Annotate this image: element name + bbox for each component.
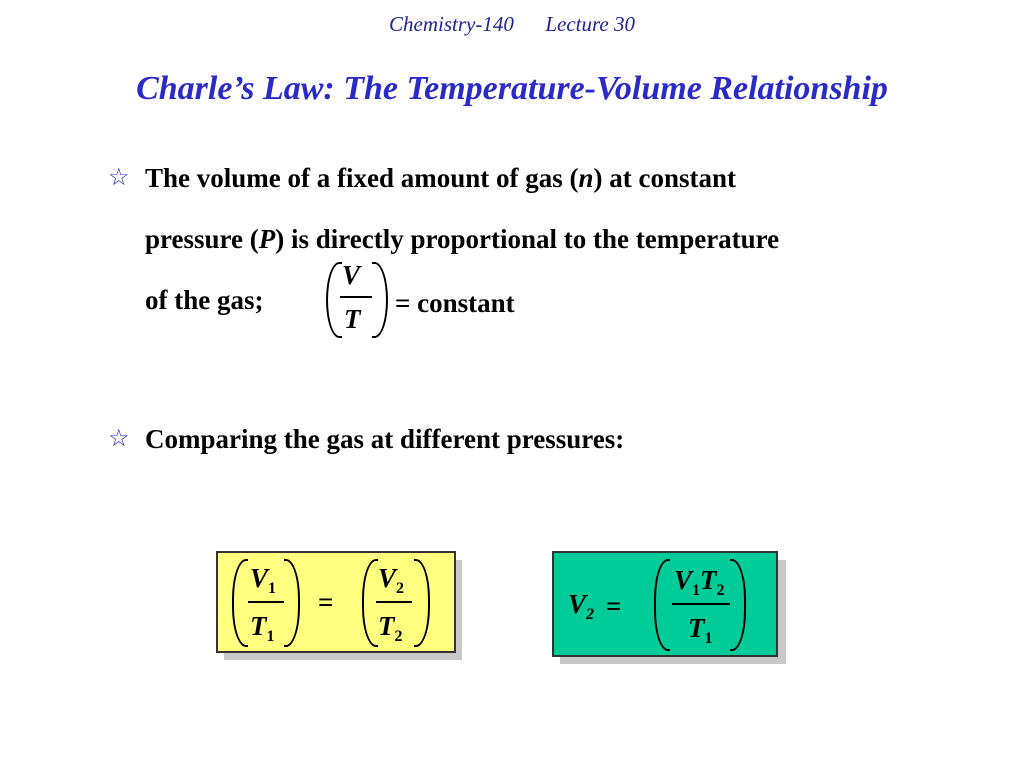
v1-t2: $V_1T_2$ bbox=[674, 565, 725, 599]
star-outline-icon: ☆ bbox=[108, 426, 130, 452]
lecture-number: Lecture 30 bbox=[545, 12, 635, 36]
fraction-bar bbox=[248, 601, 284, 603]
bullet-1-line-2: pressure (P) is directly proportional to the temperature bbox=[145, 224, 780, 254]
slide-title: Charle’s Law: The Temperature-Volume Relationship bbox=[136, 70, 888, 107]
equation-box-right bbox=[552, 551, 778, 657]
bullet-2: Comparing the gas at different pressures: bbox=[145, 424, 625, 454]
left-paren bbox=[362, 559, 378, 647]
left-paren bbox=[326, 262, 342, 338]
equals-sign: = bbox=[606, 591, 622, 621]
fraction-bar bbox=[376, 601, 412, 603]
t2: $T_2$ bbox=[378, 611, 403, 645]
right-paren bbox=[372, 262, 388, 338]
t1: $T_1$ bbox=[688, 613, 713, 647]
fraction-denominator: T bbox=[344, 304, 361, 334]
right-paren bbox=[284, 559, 300, 647]
slide-header bbox=[0, 12, 1024, 37]
bullet-1-line-1: The volume of a fixed amount of gas (n) at constant bbox=[145, 163, 737, 193]
t1: $T_1$ bbox=[250, 611, 275, 645]
bullet-1-line-3: of the gas; bbox=[145, 285, 264, 315]
equation-box-left bbox=[216, 551, 456, 653]
right-paren bbox=[730, 559, 746, 651]
fraction-bar bbox=[672, 603, 730, 605]
v2-lhs: $V_2$ bbox=[568, 589, 595, 623]
v2: $V_2$ bbox=[378, 563, 405, 597]
equals-constant: = constant bbox=[395, 288, 515, 318]
right-paren bbox=[414, 559, 430, 647]
fraction-numerator: V bbox=[342, 260, 361, 290]
v1: $V_1$ bbox=[250, 563, 277, 597]
course-name: Chemistry-140 bbox=[389, 12, 514, 36]
fraction-bar bbox=[340, 296, 372, 298]
star-outline-icon: ☆ bbox=[108, 165, 130, 191]
left-paren bbox=[232, 559, 248, 647]
equals-sign: = bbox=[318, 587, 334, 617]
left-paren bbox=[654, 559, 670, 651]
